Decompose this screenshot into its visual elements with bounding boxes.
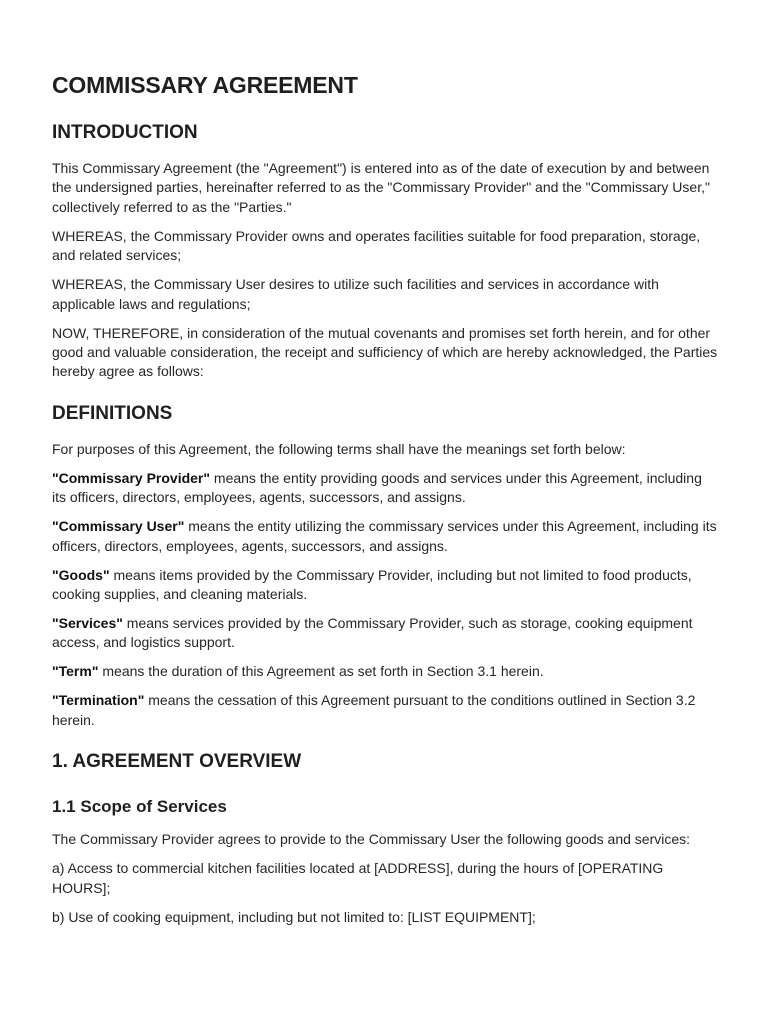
- definition-text: means the cessation of this Agreement pursuant to the conditions outlined in Section 3.2 herein.: [52, 692, 696, 728]
- definition-item: [52, 566, 718, 605]
- definition-term: "Termination": [52, 692, 145, 709]
- scope-intro: The Commissary Provider agrees to provide to the Commissary User the following goods and services:: [52, 831, 691, 848]
- whereas-user-paragraph: WHEREAS, the Commissary User desires to utilize such facilities and services in accordance with applicable laws and regulations;: [52, 276, 659, 312]
- whereas-provider-paragraph: WHEREAS, the Commissary Provider owns and operates facilities suitable for food preparation, storage, and related services;: [52, 227, 701, 264]
- definition-text: means the entity utilizing the commissary services under this Agreement, including its officers, directors, employees, agents, successors, and assigns.: [52, 518, 717, 554]
- scope-item: b) Use of cooking equipment, including but not limited to: [LIST EQUIPMENT];: [52, 908, 536, 925]
- definition-text: means items provided by the Commissary Provider, including but not limited to food products, cooking supplies, and cleaning materials.: [52, 566, 692, 603]
- subsection-heading-scope: 1.1 Scope of Services: [52, 797, 227, 817]
- definition-text: means services provided by the Commissary Provider, such as storage, cooking equipment access, and logistics support.: [52, 615, 693, 651]
- definitions-intro: For purposes of this Agreement, the following terms shall have the meanings set forth below:: [52, 440, 626, 457]
- definition-term: "Commissary Provider": [52, 469, 211, 486]
- intro-paragraph: This Commissary Agreement (the "Agreement") is entered into as of the date of execution by and between the undersigned parties, hereinafter referred to as the "Commissary Provider" and the "Commissary User," collectively referred to as the "Parties.": [52, 160, 710, 215]
- definition-item: [52, 469, 718, 508]
- scope-item: a) Access to commercial kitchen facilities located at [ADDRESS], during the hours of [OPERATING HOURS];: [52, 860, 664, 896]
- definition-term: "Commissary User": [52, 518, 185, 535]
- now-therefore-paragraph: NOW, THEREFORE, in consideration of the mutual covenants and promises set forth herein, and for other good and valuable consideration, the receipt and sufficiency of which are hereby acknowledged, the Parties hereby agree as follows:: [52, 324, 718, 380]
- section-heading-agreement-overview: 1. AGREEMENT OVERVIEW: [52, 751, 302, 773]
- definition-item: [52, 691, 718, 730]
- definition-text: means the duration of this Agreement as set forth in Section 3.1 herein.: [98, 663, 544, 680]
- definition-term: "Services": [52, 615, 123, 632]
- section-heading-definitions: DEFINITIONS: [52, 402, 173, 424]
- definition-term: "Term": [52, 663, 99, 680]
- definition-text: means the entity providing goods and services under this Agreement, including its officers, directors, employees, agents, successors, and assigns.: [52, 469, 702, 506]
- definition-item: [52, 662, 718, 681]
- definition-item: [52, 614, 718, 653]
- definition-item: [52, 517, 718, 556]
- document-title: COMMISSARY AGREEMENT: [52, 72, 358, 98]
- section-heading-introduction: INTRODUCTION: [52, 122, 198, 143]
- definition-term: "Goods": [52, 566, 110, 583]
